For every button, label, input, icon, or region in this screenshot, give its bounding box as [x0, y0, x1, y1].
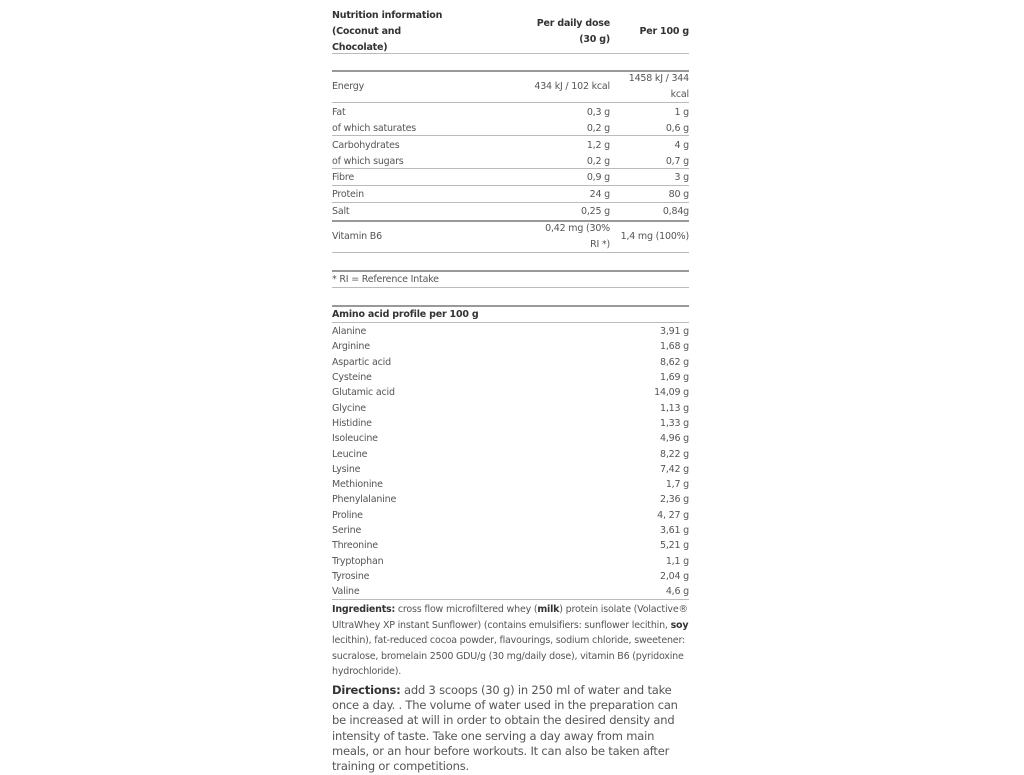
amino-value: 14,09 g — [654, 387, 689, 399]
amino-title: Amino acid profile per 100 g — [332, 309, 479, 320]
amino-value: 7,42 g — [659, 463, 689, 475]
spacer — [332, 252, 689, 270]
label: Protein — [332, 188, 364, 200]
label: Carbohydrates — [332, 139, 400, 151]
amino-value: 4,96 g — [659, 433, 689, 445]
per100-value: 0,6 g — [665, 122, 689, 134]
amino-row — [332, 553, 689, 568]
per100-value: 80 g — [668, 188, 689, 200]
amino-table — [332, 305, 689, 600]
dose-value: 0,2 g — [586, 122, 610, 134]
nutrition-header — [332, 10, 689, 53]
per100-value: 1,4 mg (100%) — [620, 231, 689, 242]
amino-value: 1,33 g — [659, 417, 689, 429]
amino-row — [332, 339, 689, 354]
amino-name: Methionine — [332, 479, 383, 491]
per100-value: 1458 kJ / 344 kcal — [628, 73, 689, 100]
dose-value: 0,2 g — [586, 155, 610, 167]
amino-name: Isoleucine — [332, 433, 378, 445]
dose-value: 0,42 mg (30% RI *) — [545, 223, 610, 250]
dose-value: 1,2 g — [586, 139, 610, 151]
dose-value: 0,3 g — [586, 106, 610, 118]
amino-row — [332, 355, 689, 370]
directions — [332, 683, 689, 775]
row-fibre — [332, 168, 689, 185]
label: Fat — [332, 106, 346, 118]
ingredients-text: lecithin), fat-reduced cocoa powder, flavourings, sodium chloride, sweetener: sucralose, bromelain 2500 GDU/g (30 mg/daily dose), vitamin B6 (pyridoxine hydrochloride). — [332, 635, 685, 678]
amino-row — [332, 370, 689, 385]
amino-row — [332, 446, 689, 461]
label: of which sugars — [332, 155, 404, 167]
amino-value: 5,21 g — [659, 540, 689, 552]
amino-value: 4,6 g — [665, 586, 689, 598]
row-protein — [332, 185, 689, 202]
group-carbs — [332, 135, 689, 168]
amino-value: 2,04 g — [659, 570, 689, 582]
amino-value: 1,7 g — [665, 479, 689, 491]
label: Fibre — [332, 171, 354, 183]
amino-name: Alanine — [332, 326, 367, 338]
amino-value: 1,1 g — [665, 555, 689, 567]
header-per-100: Per 100 g — [639, 25, 689, 37]
row-energy — [332, 70, 689, 102]
amino-name: Tryptophan — [332, 555, 384, 567]
amino-row — [332, 538, 689, 553]
amino-value: 1,13 g — [659, 402, 689, 414]
ingredients-text: ) protein isolate (Volactive® UltraWhey XP instant Sunflower) (contains emulsifiers: sunflower lecithin, — [332, 604, 688, 631]
label: Vitamin B6 — [332, 231, 382, 242]
footnote-row — [332, 270, 689, 288]
amino-name: Leucine — [332, 448, 368, 460]
per100-value: 0,84g — [662, 206, 689, 217]
amino-value: 3,91 g — [659, 326, 689, 338]
dose-value: 0,25 g — [580, 206, 610, 217]
row-salt — [332, 202, 689, 220]
empty-row — [332, 53, 689, 70]
amino-name: Glycine — [332, 402, 366, 414]
amino-header — [332, 305, 689, 323]
amino-value: 4, 27 g — [657, 509, 689, 521]
amino-row — [332, 508, 689, 523]
header-per-dose: Per daily dose (30 g) — [536, 17, 610, 45]
label: of which saturates — [332, 122, 417, 134]
row-vitamin-b6 — [332, 220, 689, 252]
nutrition-table — [332, 10, 689, 288]
amino-name: Tyrosine — [332, 570, 370, 582]
dose-value: 24 g — [589, 188, 610, 200]
ingredients-label: Ingredients: — [332, 604, 396, 616]
amino-name: Arginine — [332, 341, 370, 353]
label: Salt — [332, 206, 350, 217]
allergen-milk: milk — [537, 604, 560, 616]
amino-row — [332, 584, 689, 599]
directions-label: Directions: — [332, 682, 401, 697]
amino-name: Glutamic acid — [332, 387, 395, 399]
per100-value: 3 g — [674, 171, 689, 183]
amino-value: 8,22 g — [659, 448, 689, 460]
amino-name: Phenylalanine — [332, 494, 397, 506]
label: Energy — [332, 81, 365, 92]
amino-value: 2,36 g — [659, 494, 689, 506]
amino-value: 1,69 g — [659, 372, 689, 384]
amino-row — [332, 462, 689, 477]
amino-name: Lysine — [332, 463, 361, 475]
amino-value: 8,62 g — [659, 356, 689, 368]
product-info — [332, 0, 689, 775]
per100-value: 1 g — [674, 106, 689, 118]
amino-row — [332, 492, 689, 507]
per100-value: 4 g — [674, 139, 689, 151]
allergen-soy: soy — [670, 619, 689, 631]
amino-row — [332, 385, 689, 400]
dose-value: 0,9 g — [586, 171, 610, 183]
amino-row — [332, 324, 689, 339]
header-label: Nutrition information (Coconut and Chocolate) — [332, 9, 443, 53]
per100-value: 0,7 g — [665, 155, 689, 167]
amino-name: Histidine — [332, 417, 372, 429]
amino-name: Valine — [332, 586, 360, 598]
amino-name: Aspartic acid — [332, 356, 391, 368]
amino-row — [332, 569, 689, 584]
directions-text: add 3 scoops (30 g) in 250 ml of water and take once a day. . The volume of water used in the preparation can be increased at will in order to obtain the desired density and intensity of taste. Take one serving a day away from main meals, or an hour before workouts. It can also be taken after training or competitions. — [332, 682, 678, 774]
amino-name: Cysteine — [332, 372, 372, 384]
amino-value: 3,61 g — [659, 525, 689, 536]
amino-value: 1,68 g — [659, 341, 689, 353]
amino-row — [332, 416, 689, 431]
amino-row — [332, 400, 689, 415]
amino-name: Serine — [332, 525, 362, 536]
amino-name: Proline — [332, 509, 363, 521]
amino-name: Threonine — [332, 540, 378, 552]
amino-row — [332, 431, 689, 446]
ingredients-text: cross flow microfiltered whey ( — [395, 604, 538, 616]
ingredients — [332, 602, 689, 680]
amino-row — [332, 477, 689, 492]
amino-row — [332, 523, 689, 538]
group-fat — [332, 102, 689, 135]
dose-value: 434 kJ / 102 kcal — [534, 81, 610, 92]
footnote: * RI = Reference Intake — [332, 274, 439, 285]
